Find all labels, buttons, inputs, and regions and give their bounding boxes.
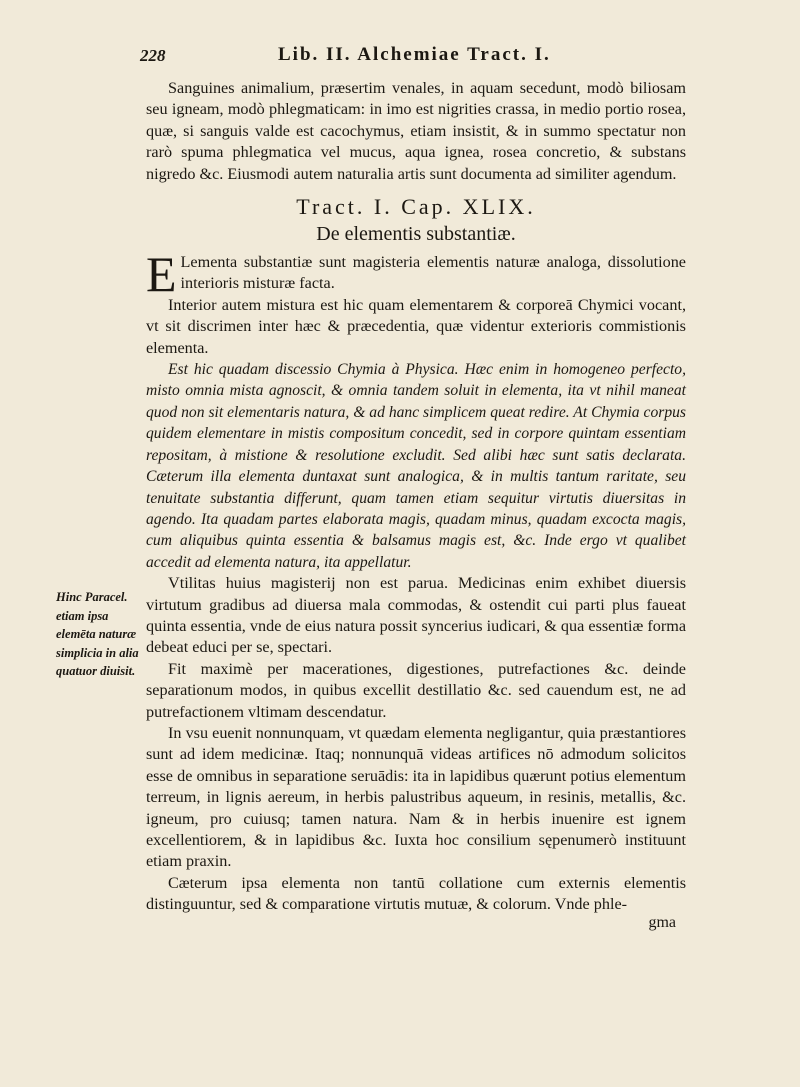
paragraph-interior: Interior autem mistura est hic quam elementarem & corporeā Chymici vocant, vt sit discrimen inter hæc & præcedentia, quæ videntur exterioris commistionis elementa. — [146, 295, 686, 357]
paragraph-in-usu: In vsu euenit nonnunquam, vt quædam elementa negligantur, quia præstantiores sunt ad idem medicinæ. Itaq; nonnunquā videas artifices nō admodum solicitos esse de omnibus in separatione seruādis: ita in lapidibus quærunt potius elementum terreum, in lignis aereum, in herbis palustribus aqueum, in resinis, metallis, &c. igneum, pro cuiusq; tamen natura. Nam & in herbis inuenire est ignem excellentiorem, & in lapidibus &c. Iuxta hoc consilium sępenumerò instituunt etiam praxin. — [146, 723, 686, 871]
paragraph-utilitas: Vtilitas huius magisterij non est parua. Medicinas enim exhibet diuersis virtutum gradibus ad diuersa mala commodas, & ostendit cui parti plus faueat quinta essentia, vnde de eius natura possit syncerius iudicari, & qua essentiæ forma debeat educi per se, spectari. — [146, 574, 686, 657]
page-header — [140, 46, 685, 72]
paragraph-definition — [146, 246, 686, 303]
chapter-subtitle: De elementis substantiæ. — [316, 223, 516, 246]
paragraph-fit: Fit maximè per macerationes, digestiones, putrefactiones &c. deinde separationum modos, in quibus excellit destillatio &c. sed cauendum est, ne ad putrefactionem vltimam descendatur. — [146, 659, 686, 721]
running-title: Lib. II. Alchemiae Tract. I. — [278, 44, 551, 65]
drop-cap: E — [146, 246, 177, 303]
paragraph-sanguines: Sanguines animalium, præsertim venales, in aquam secedunt, modò biliosam seu igneam, modò phlegmaticam: in imo est nigrities crassa, in medio portio rosea, quæ, si sanguis valde est cacochymus, etiam insistit, & in summo spectatur non rarò spuma phlegmatica vel mucus, aqua ignea, rosea concretio, & substans nigredo &c. Eiusmodi autem naturalia artis sunt documenta ad similiter agendum. — [146, 79, 686, 183]
chapter-title: Tract. I. Cap. XLIX. — [296, 194, 536, 220]
text-body — [146, 78, 686, 932]
page-number: 228 — [140, 46, 166, 65]
marginal-note: Hinc Paracel. etiam ipsa elemēta naturæ simplicia in alia quatuor diuisit. — [56, 590, 139, 679]
paragraph-italic-commentary: Est hic quadam discessio Chymia à Physica. Hæc enim in homogeneo perfecto, misto omnia mista agnoscit, & omnia tandem soluit in elementa, ita vt nihil maneat quod non sit elementaris natura, & ad hanc simplicem queat redire. At Chymia corpus quidem elementare in mistis compositum concedit, sed in corpore quintam essentiam repositam, à mistione & resolutione excludit. Sed alibi hæc sunt satis declarata. Cæterum illa elementa duntaxat sunt analogica, & in multis tantum raritate, seu tenuitate substantia differunt, quam tamen etiam sequitur virtutis diuersitas in agendo. Ita quadam partes elaborata magis, quadam minus, quadam excocta magis, cum aliquibus quinta essentia & balsamus magis est, &c. Inde ergo vt qualibet accedit ad elementa natura, ita appellatur. — [146, 361, 686, 571]
catchword: gma — [648, 913, 676, 931]
paragraph-caeterum: Cæterum ipsa elementa non tantū collatione cum externis elementis distinguuntur, sed & comparatione virtutis mutuæ, & colorum. Vnde phle- — [146, 873, 686, 914]
definition-text: Lementa substantiæ sunt magisteria elementis naturæ analoga, dissolutione interioris misturæ facta. — [180, 253, 686, 293]
